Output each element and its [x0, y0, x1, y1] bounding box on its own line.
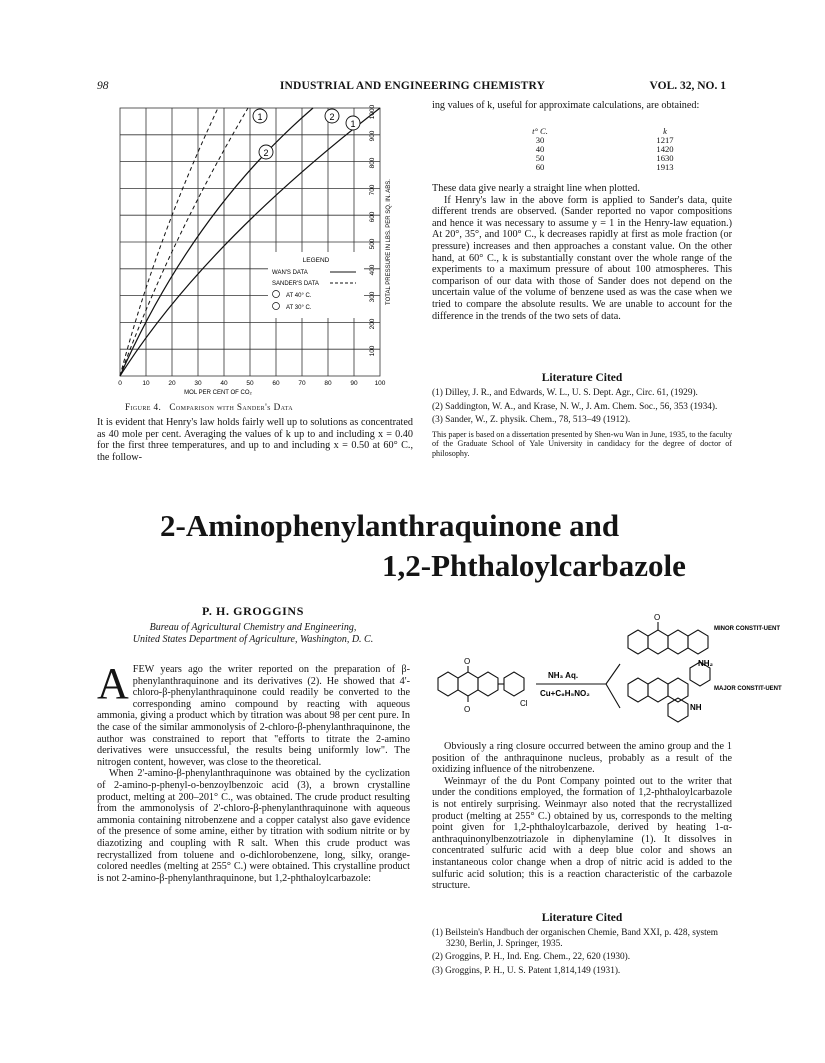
table-cell: 60 [535, 162, 545, 172]
body-right-column [432, 741, 732, 892]
paragraph: FEW years ago the writer reported on the preparation of β-phenylanthraquinone and its derivatives (2). He showed that 4'-chloro-β-phenylanthraquinone could readily be converted to the corresponding amino compound by reacting with aqueous ammonia, giving a product which by titration was about 98 per cent pure. In the case of the similar ammonolysis of 2-chloro-β-phenylanthraquinone, the author was constrained to report that "efforts to titrate the 2-amino derivatives were unsuccessful, the results being uniformly low". The nitrogen content, however, was close to the theoretical. [97, 664, 410, 768]
oxygen-label: O [654, 613, 661, 622]
x-tick-label: 50 [246, 380, 254, 387]
author-affiliation [97, 622, 409, 646]
x-tick-label: 40 [220, 380, 228, 387]
y-tick-label: 100 [369, 345, 376, 357]
table-cell: 1217 [656, 135, 674, 145]
literature-heading: Literature Cited [541, 912, 623, 924]
reference-item: (1) Dilley, J. R., and Edwards, W. L., U. S. Dept. Agr., Circ. 61, (1929). [432, 388, 698, 398]
legend-entry-40c: AT 40° C. [286, 293, 312, 299]
literature-cited-2 [432, 912, 732, 979]
reaction-scheme [428, 608, 782, 730]
volume-issue: VOL. 32, NO. 1 [649, 80, 726, 92]
oxygen-label: O [464, 705, 471, 714]
curve-marker-1-label: 1 [257, 112, 263, 122]
y-axis-label: TOTAL PRESSURE IN LBS. PER SQ. IN. ABS. [386, 179, 392, 305]
y-tick-label: 900 [369, 130, 376, 142]
paragraph: Obviously a ring closure occurred between the amino group and the 1 position of the anthraquinone nucleus, probably as a result of the oxidizing influence of the nitrobenzene. [432, 741, 732, 776]
table-cell: 1630 [656, 153, 674, 163]
legend-title: LEGEND [302, 257, 330, 264]
reference-item: (2) Saddington, W. A., and Krase, N. W., J. Am. Chem. Soc., 56, 353 (1934). [432, 401, 718, 412]
reference-item: (2) Groggins, P. H., Ind. Eng. Chem., 22, 620 (1930). [432, 952, 631, 963]
y-tick-label: 300 [369, 291, 376, 303]
table-header-k: k [663, 126, 667, 136]
nh-label: NH [690, 703, 702, 712]
y-tick-label: 600 [369, 211, 376, 223]
x-tick-label: 80 [324, 380, 332, 387]
x-axis-label: MOL PER CENT OF CO₂ [184, 390, 252, 396]
figure-4-caption [125, 402, 425, 412]
y-tick-label: 500 [369, 238, 376, 250]
literature-cited-1 [432, 372, 732, 459]
literature-heading: Literature Cited [541, 372, 623, 384]
reference-item: (3) Groggins, P. H., U. S. Patent 1,814,149 (1931). [432, 965, 621, 976]
table-cell: 30 [535, 135, 545, 145]
paragraph: ing values of k, useful for approximate calculations, are obtained: [432, 100, 700, 111]
page-number: 98 [97, 80, 109, 92]
paragraph: Weinmayr of the du Pont Company pointed out to the writer that under the conditions employed, the formation of 1,2-phthaloylcarbazole is not entirely surprising. Weinmayr also noted that the recrystallized product (melting at 255° C.) obtained by us, corresponds to the melting point given for 1,2-phthaloylcarbazole, derived by heating 1-α-anthraquinonylbenzotriazole in diphenylamine (1). It dissolves in concentrated sulfuric acid with a deep blue color and shows an instantaneous color change when a drop of nitric acid is added to the sulfuric acid solution; this is a reaction characteristic of the carbazole structure. [432, 775, 732, 892]
chlorine-label: Cl [520, 699, 528, 708]
x-tick-label: 20 [168, 380, 176, 387]
figure-4-label: Figure 4. [125, 402, 162, 412]
right-column-body [432, 183, 732, 322]
article-title-line1: 2-Aminophenylanthraquinone and [160, 508, 620, 543]
dissertation-note: This paper is based on a dissertation presented by Shen-wu Wan in June, 1935, to the faculty of the Graduate School of Yale University in candidacy for the degree of doctor of philosophy. [432, 429, 732, 458]
article-title-line2: 1,2-Phthaloylcarbazole [382, 548, 686, 583]
legend-entry-wan: WAN'S DATA [272, 270, 308, 276]
figure-4 [108, 100, 424, 400]
k-values-table [510, 127, 700, 172]
right-column-upper [432, 100, 732, 112]
table-cell: 1420 [656, 144, 674, 154]
major-constituent-label: MAJOR CONSTIT-UENT [714, 686, 782, 692]
table-cell: 1913 [656, 162, 674, 172]
drop-cap: A [97, 659, 129, 708]
reaction-scheme-drawing [428, 608, 782, 730]
reagent-catalyst: Cu+C₆H₅NO₂ [540, 689, 590, 698]
paragraph: If Henry's law in the above form is applied to Sander's data, quite different trends are observed. (Sander reported no vapor compositions and hence it was necessary to assume y = 1 in the Henry-law equation.) At 20°, 35°, and 100° C., k decreases rapidly at first as mole fraction (or pressure) increases and then approaches a constant value. On the other hand, at 60° C., k is substantially constant over the whole range of the experiments to a maximum pressure of about 100 atmospheres. This comparison of our data with those of Sander does not depend on the uncertain value of the volume of benzene used as was the case when we tried to compare the absolute results. We are unable to account for the difference in the trends of the two sets of data. [432, 194, 732, 322]
x-tick-label: 0 [118, 380, 122, 387]
y-tick-label: 1000 [369, 104, 376, 120]
x-tick-label: 30 [194, 380, 202, 387]
paragraph: It is evident that Henry's law holds fairly well up to solutions as concentrated as 40 mole per cent. Averaging the values of k up to and including x = 0.40 for the first three temperatures, and up to and including x = 0.50 at 60° C., the follow- [97, 417, 413, 463]
figure-4-plot [108, 100, 424, 400]
figure-4-title: Comparison with Sander's Data [169, 402, 293, 412]
reference-item: (1) Beilstein's Handbuch der organischen Chemie, Band XXI, p. 428, system 3230, Berlin, J. Springer, 1935. [432, 928, 719, 949]
legend-entry-30c: AT 30° C. [286, 305, 312, 311]
y-tick-label: 200 [369, 318, 376, 330]
x-tick-label: 90 [350, 380, 358, 387]
x-tick-label: 10 [142, 380, 150, 387]
y-tick-label: 400 [369, 264, 376, 276]
table-header-t: t° C. [532, 126, 548, 136]
journal-title: INDUSTRIAL AND ENGINEERING CHEMISTRY [279, 80, 546, 92]
reagent-ammonia: NH₃ Aq. [548, 671, 579, 680]
x-tick-label: 100 [374, 380, 386, 387]
reference-item: (3) Sander, W., Z. physik. Chem., 78, 513–49 (1912). [432, 415, 631, 426]
curve-marker-4-label: 2 [263, 148, 269, 158]
legend-entry-sander: SANDER'S DATA [272, 281, 319, 287]
grid [120, 108, 380, 376]
amine-label: NH₂ [698, 659, 714, 668]
curve-marker-3-label: 1 [350, 119, 356, 129]
table-cell: 50 [535, 153, 545, 163]
x-tick-label: 60 [272, 380, 280, 387]
y-tick-labels [369, 104, 376, 356]
x-tick-labels [118, 380, 386, 387]
y-tick-label: 800 [369, 157, 376, 169]
affiliation-line: Bureau of Agricultural Chemistry and Engineering, [149, 622, 357, 633]
left-column-upper [97, 417, 413, 463]
curve-marker-2-label: 2 [329, 112, 335, 122]
y-tick-label: 700 [369, 184, 376, 196]
affiliation-line: United States Department of Agriculture, Washington, D. C. [132, 634, 374, 645]
body-left-column [97, 659, 410, 884]
paragraph: When 2'-amino-β-phenylanthraquinone was obtained by the cyclization of 2-amino-p-phenyl-o-benzoylbenzoic acid (3), a brown crystalline product, melting at 200–201° C., was obtained. The crude product resulting from the ammonolysis of 2'-chloro-β-phenylanthraquinone with aqueous ammonia containing nitrobenzene and a copper catalyst also gave evidence of the presence of some amine, either by titration with sodium nitrite or by diazotizing and coupling with R salt. When this crude product was recrystallized from toluene and o-dichlorobenzene, long, silky, orange-colored needles (melting at 255° C.) were obtained. This crystalline product is not 2-amino-β-phenylanthraquinone, but 1,2-phthaloylcarbazole: [97, 768, 410, 884]
table-cell: 40 [535, 144, 545, 154]
x-tick-label: 70 [298, 380, 306, 387]
oxygen-label: O [464, 657, 471, 666]
paragraph: These data give nearly a straight line when plotted. [432, 183, 640, 194]
table-row [510, 163, 700, 172]
minor-constituent-label: MINOR CONSTIT-UENT [714, 626, 780, 632]
author-name: P. H. GROGGINS [202, 604, 304, 618]
